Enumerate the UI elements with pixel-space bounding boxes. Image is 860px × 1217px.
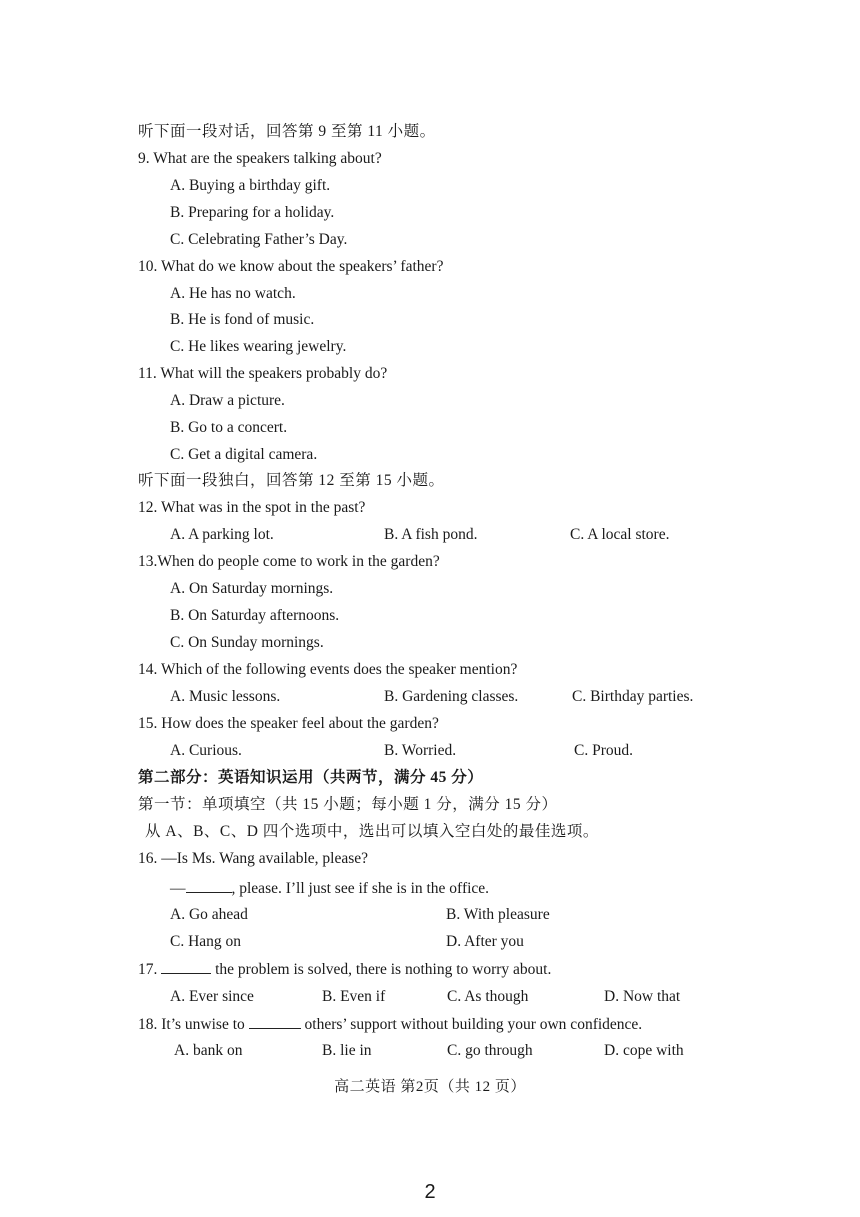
question-9-option-c: C. Celebrating Father’s Day.	[170, 231, 348, 248]
question-15-option-b: B. Worried.	[384, 742, 457, 759]
question-12: 12. What was in the spot in the past?	[138, 499, 366, 516]
question-17-option-b: B. Even if	[322, 988, 386, 1005]
question-16-option-a: A. Go ahead	[170, 906, 248, 923]
response-text: , please. I’ll just see if she is in the office.	[231, 880, 490, 897]
question-14-option-c: C. Birthday parties.	[572, 688, 694, 705]
question-17	[138, 959, 551, 980]
question-9: 9. What are the speakers talking about?	[138, 150, 382, 167]
question-13-option-a: A. On Saturday mornings.	[170, 580, 334, 597]
question-13: 13.When do people come to work in the garden?	[138, 553, 440, 570]
question-18-option-a: A. bank on	[174, 1042, 243, 1059]
question-17-option-d: D. Now that	[604, 988, 681, 1005]
answer-blank-18	[249, 1014, 301, 1029]
question-15-option-c: C. Proud.	[574, 742, 633, 759]
question-15: 15. How does the speaker feel about the garden?	[138, 715, 439, 732]
question-12-option-c: C. A local store.	[570, 526, 670, 543]
page-number: 2	[424, 1181, 436, 1203]
question-13-option-b: B. On Saturday afternoons.	[170, 607, 340, 624]
question-14: 14. Which of the following events does the speaker mention?	[138, 661, 518, 678]
question-18-option-b: B. lie in	[322, 1042, 372, 1059]
question-10-option-a: A. He has no watch.	[170, 285, 296, 302]
question-16-option-d: D. After you	[446, 933, 524, 950]
question-16: 16. —Is Ms. Wang available, please?	[138, 850, 369, 867]
part-2-heading: 第二部分：英语知识运用（共两节，满分 45 分）	[138, 769, 484, 786]
section-1-heading: 第一节：单项填空（共 15 小题；每小题 1 分，满分 15 分）	[138, 796, 558, 813]
listening-instruction-2: 听下面一段独白，回答第 12 至第 15 小题。	[138, 472, 445, 489]
question-16-response	[170, 878, 489, 899]
question-14-option-b: B. Gardening classes.	[384, 688, 519, 705]
question-10: 10. What do we know about the speakers’ father?	[138, 258, 444, 275]
question-16-option-c: C. Hang on	[170, 933, 242, 950]
question-10-option-b: B. He is fond of music.	[170, 311, 315, 328]
question-18-option-c: C. go through	[447, 1042, 533, 1059]
question-11-option-b: B. Go to a concert.	[170, 419, 288, 436]
question-10-option-c: C. He likes wearing jewelry.	[170, 338, 347, 355]
listening-instruction-1: 听下面一段对话，回答第 9 至第 11 小题。	[138, 123, 436, 140]
question-text: the problem is solved, there is nothing to worry about.	[215, 961, 552, 978]
question-14-option-a: A. Music lessons.	[170, 688, 281, 705]
question-18-option-d: D. cope with	[604, 1042, 684, 1059]
question-9-option-b: B. Preparing for a holiday.	[170, 204, 335, 221]
answer-blank-16	[186, 878, 232, 893]
dash-prefix: —	[170, 880, 186, 897]
question-12-option-b: B. A fish pond.	[384, 526, 478, 543]
question-number: 17.	[138, 961, 158, 978]
question-12-option-a: A. A parking lot.	[170, 526, 274, 543]
answer-blank-17	[161, 959, 211, 974]
question-18	[138, 1014, 642, 1035]
question-text-end: others’ support without building your own confidence.	[304, 1016, 643, 1033]
question-text-start: 18. It’s unwise to	[138, 1016, 245, 1033]
question-17-option-c: C. As though	[447, 988, 529, 1005]
question-9-option-a: A. Buying a birthday gift.	[170, 177, 331, 194]
page-footer: 高二英语 第2页（共 12 页）	[334, 1079, 526, 1095]
section-instruction: 从 A、B、C、D 四个选项中，选出可以填入空白处的最佳选项。	[145, 823, 599, 840]
question-11: 11. What will the speakers probably do?	[138, 365, 388, 382]
question-15-option-a: A. Curious.	[170, 742, 242, 759]
question-17-option-a: A. Ever since	[170, 988, 254, 1005]
question-11-option-c: C. Get a digital camera.	[170, 446, 318, 463]
question-13-option-c: C. On Sunday mornings.	[170, 634, 324, 651]
question-11-option-a: A. Draw a picture.	[170, 392, 285, 409]
question-16-option-b: B. With pleasure	[446, 906, 550, 923]
